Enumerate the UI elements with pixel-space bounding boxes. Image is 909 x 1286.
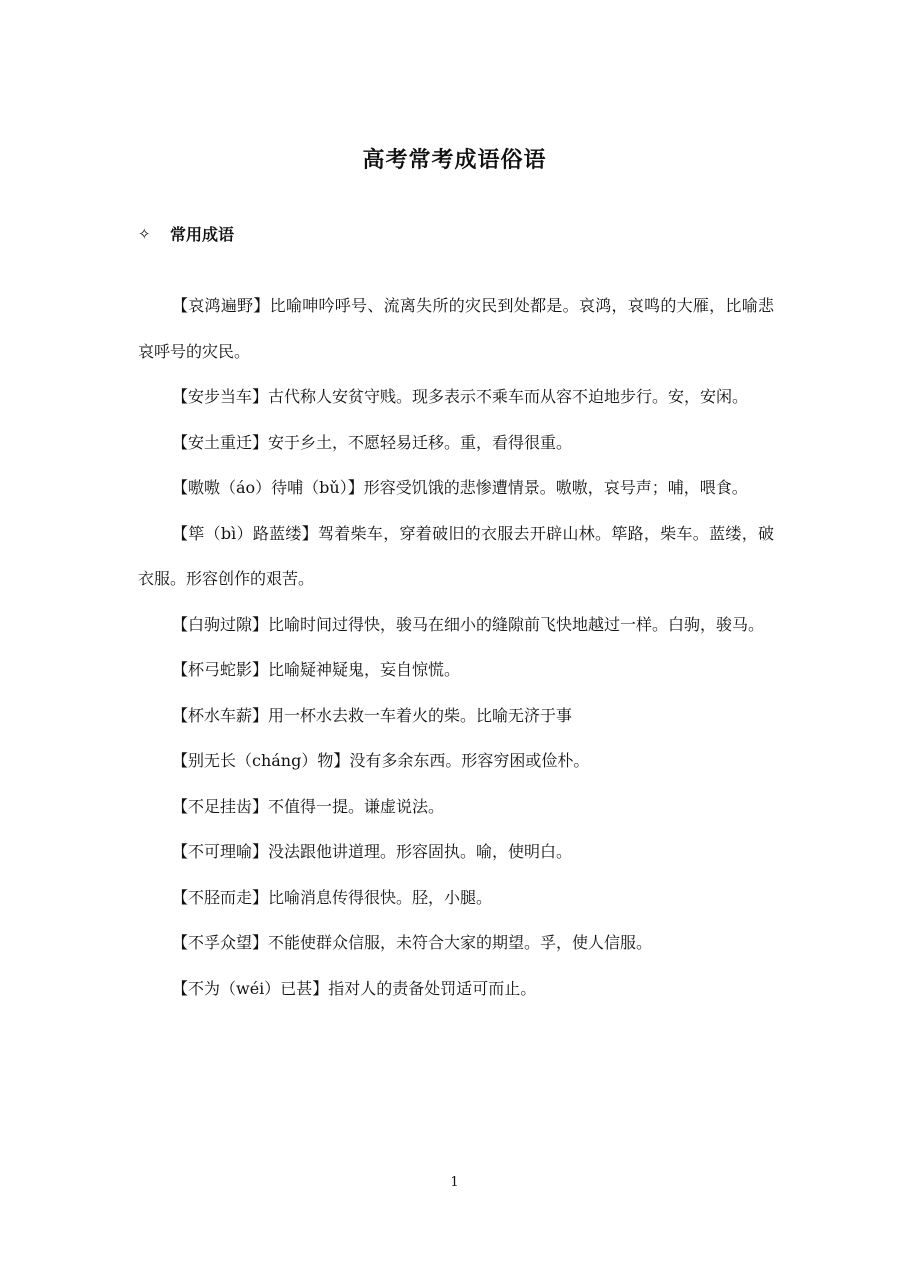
section-heading xyxy=(138,222,234,245)
idiom-entry: 【不胫而走】比喻消息传得很快。胫，小腿。 xyxy=(172,887,493,907)
idiom-entry: 【安步当车】古代称人安贫守贱。现多表示不乘车而从容不迫地步行。安，安闲。 xyxy=(172,387,749,406)
idiom-entry: 【筚（bì）路蓝缕】驾着柴车，穿着破旧的衣服去开辟山林。筚路，柴车。蓝缕，破衣服。形容创作的艰苦。 xyxy=(138,523,774,588)
idiom-list xyxy=(138,283,774,1011)
idiom-entry: 【杯水车薪】用一杯水去救一车着火的柴。比喻无济于事 xyxy=(172,705,573,725)
idiom-entry: 【哀鸿遍野】比喻呻吟呼号、流离失所的灾民到处都是。哀鸿，哀鸣的大雁，比喻悲哀呼号的灾民。 xyxy=(138,296,774,361)
idiom-entry: 【不孚众望】不能使群众信服，未符合大家的期望。孚，使人信服。 xyxy=(172,933,653,952)
idiom-entry: 【别无长（cháng）物】没有多余东西。形容穷困或俭朴。 xyxy=(172,751,590,770)
idiom-entry: 【安土重迁】安于乡土，不愿轻易迁移。重，看得很重。 xyxy=(172,432,573,452)
diamond-bullet-icon: ✧ xyxy=(138,224,151,243)
idiom-entry: 【不可理喻】没法跟他讲道理。形容固执。喻，使明白。 xyxy=(172,842,573,861)
section-heading-label: 常用成语 xyxy=(170,225,235,244)
document-title: 高考常考成语俗语 xyxy=(362,148,547,173)
page-number: 1 xyxy=(450,1175,459,1190)
idiom-entry: 【不足挂齿】不值得一提。谦虚说法。 xyxy=(172,796,445,816)
idiom-entry: 【杯弓蛇影】比喻疑神疑鬼，妄自惊慌。 xyxy=(172,660,461,679)
idiom-entry: 【嗷嗷（áo）待哺（bǔ）】形容受饥饿的悲惨遭情景。嗷嗷，哀号声；哺，喂食。 xyxy=(172,478,748,497)
idiom-entry: 【不为（wéi）已甚】指对人的责备处罚适可而止。 xyxy=(172,978,537,998)
idiom-entry: 【白驹过隙】比喻时间过得快，骏马在细小的缝隙前飞快地越过一样。白驹，骏马。 xyxy=(172,614,765,634)
